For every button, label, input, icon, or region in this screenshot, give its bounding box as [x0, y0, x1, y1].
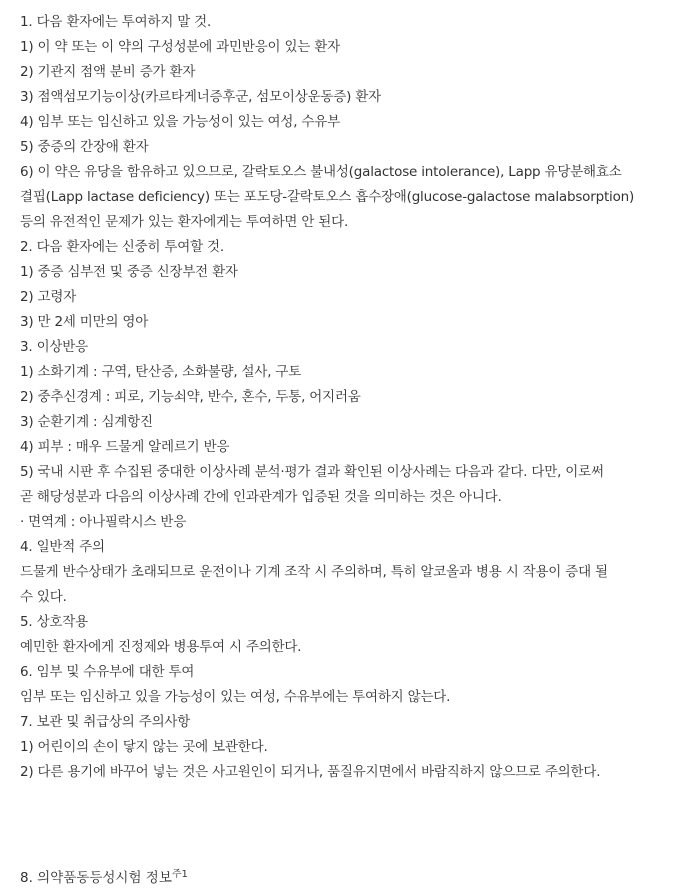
list-item: 6) 이 약은 유당을 함유하고 있으므로, 갈락토오스 불내성(galactose intolerance), Lapp 유당분해효소: [20, 164, 622, 180]
document-body: [20, 10, 685, 785]
list-item-continuation: 결핍(Lapp lactase deficiency) 또는 포도당-갈락토오스 흡수장애(glucose-galactose malabsorption): [20, 189, 635, 205]
section-heading-pregnancy: 6. 임부 및 수유부에 대한 투여: [20, 664, 195, 680]
list-item: 1) 중증 심부전 및 중증 신장부전 환자: [20, 264, 238, 280]
list-item: 1) 어린이의 손이 닿지 않는 곳에 보관한다.: [20, 739, 268, 755]
list-item: 3) 순환기계 : 심계항진: [20, 414, 153, 430]
list-item: 3) 점액섬모기능이상(카르타게너증후군, 섬모이상운동증) 환자: [20, 89, 381, 105]
section-heading-bioequivalence: [20, 862, 188, 891]
section-heading-general-precautions: 4. 일반적 주의: [20, 539, 105, 555]
bullet-item: · 면역계 : 아나필락시스 반응: [20, 514, 187, 530]
list-item: 4) 피부 : 매우 드물게 알레르기 반응: [20, 439, 230, 455]
list-item: 1) 소화기계 : 구역, 탄산증, 소화불량, 설사, 구토: [20, 364, 302, 380]
paragraph-line: 임부 또는 임신하고 있을 가능성이 있는 여성, 수유부에는 투여하지 않는다.: [20, 689, 451, 705]
footnote-marker: 주1: [171, 869, 188, 880]
paragraph-line: 드물게 반수상태가 초래되므로 운전이나 기계 조작 시 주의하며, 특히 알코올과 병용 시 작용이 증대 될: [20, 564, 608, 580]
section-heading-interactions: 5. 상호작용: [20, 614, 88, 630]
list-item: 5) 국내 시판 후 수집된 중대한 이상사례 분석·평가 결과 확인된 이상사례는 다음과 같다. 다만, 이로써: [20, 464, 604, 480]
list-item: 1) 이 약 또는 이 약의 구성성분에 과민반응이 있는 환자: [20, 39, 340, 55]
list-item-continuation: 곧 해당성분과 다음의 이상사례 간에 인과관계가 입증된 것을 의미하는 것은 아니다.: [20, 489, 502, 505]
list-item-continuation: 등의 유전적인 문제가 있는 환자에게는 투여하면 안 된다.: [20, 214, 349, 230]
section-heading-contraindications: 1. 다음 환자에는 투여하지 말 것.: [20, 14, 212, 30]
list-item: 3) 만 2세 미만의 영아: [20, 314, 149, 330]
paragraph-line: 수 있다.: [20, 589, 67, 605]
list-item: 2) 기관지 점액 분비 증가 환자: [20, 64, 196, 80]
list-item: 5) 중증의 간장애 환자: [20, 139, 149, 155]
paragraph-line: 예민한 환자에게 진정제와 병용투여 시 주의한다.: [20, 639, 302, 655]
list-item: 4) 임부 또는 임신하고 있을 가능성이 있는 여성, 수유부: [20, 114, 340, 130]
footer-heading-text: 8. 의약품동등성시험 정보: [20, 870, 172, 886]
list-item: 2) 중추신경계 : 피로, 기능쇠약, 반수, 혼수, 두통, 어지러움: [20, 389, 361, 405]
section-heading-adverse-reactions: 3. 이상반응: [20, 339, 88, 355]
section-heading-storage: 7. 보관 및 취급상의 주의사항: [20, 714, 191, 730]
section-heading-caution: 2. 다음 환자에는 신중히 투여할 것.: [20, 239, 224, 255]
list-item: 2) 고령자: [20, 289, 77, 305]
list-item: 2) 다른 용기에 바꾸어 넣는 것은 사고원인이 되거나, 품질유지면에서 바람직하지 않으므로 주의한다.: [20, 764, 601, 780]
